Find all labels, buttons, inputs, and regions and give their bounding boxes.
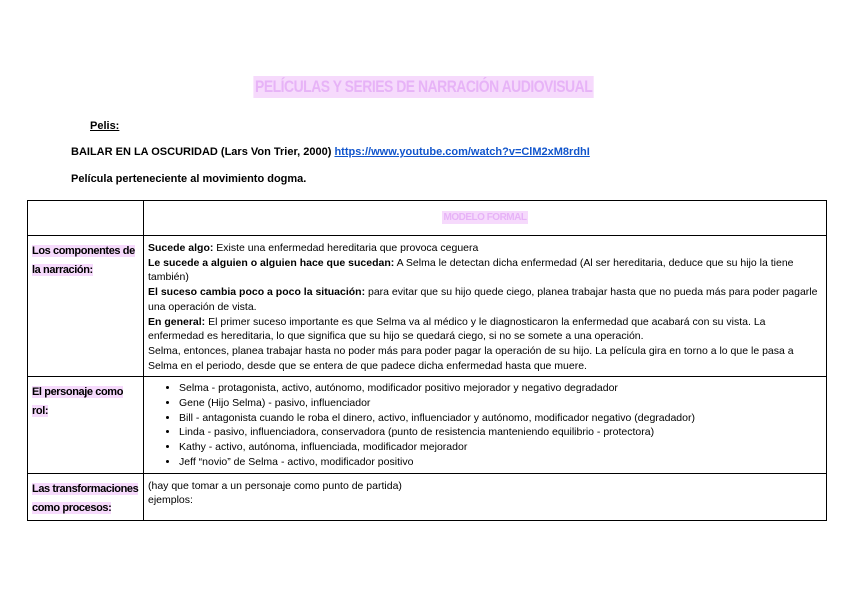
- film-note: Película perteneciente al movimiento dogma.: [71, 173, 307, 185]
- sucede-line: [148, 241, 822, 256]
- general-text: El primer suceso importante es que Selma va al médico y le diagnosticaron la enfermedad que acabará con su vista. La enfermedad es hereditaria, lo que significa que su hijo se quedará ciego, si no se somete a una operación.: [148, 315, 766, 343]
- transformations-line-2: ejemplos:: [148, 494, 193, 507]
- film-name: BAILAR EN LA OSCURIDAD (Lars Von Trier, 2000): [71, 146, 332, 158]
- characters-list: [148, 381, 822, 469]
- alguien-text: A Selma le detectan dicha enfermedad (Al ser hereditaria, deduce que su hijo la tiene también): [148, 256, 794, 284]
- header-text: MODELO FORMAL: [443, 212, 527, 224]
- general-line: [148, 315, 822, 344]
- suceso-line: [148, 285, 822, 314]
- sucede-text: Existe una enfermedad hereditaria que provoca ceguera: [213, 242, 479, 254]
- list-item: • Linda - pasivo, influenciadora, conservadora (punto de resistencia manteniendo equilibrio - protectora): [179, 425, 822, 440]
- document-title: [0, 76, 848, 98]
- row-label-cell: [28, 473, 144, 520]
- general-line-2: Selma, entonces, planea trabajar hasta no poder más para poder pagar la operación de su hijo. La película gira en torno a lo que le pasa a Selma en el periodo, desde que se entera de que padece dicha enfermedad hasta que muere.: [148, 344, 794, 372]
- list-item: • Jeff “novio” de Selma - activo, modificador positivo: [179, 455, 822, 470]
- empty-header-cell: [28, 201, 144, 236]
- row-label: Las transformaciones como procesos:: [32, 482, 139, 514]
- general-label: En general:: [148, 315, 206, 328]
- transformations-line-1: (hay que tomar a un personaje como punto de partida): [148, 479, 402, 492]
- alguien-label: Le sucede a alguien o alguien hace que sucedan:: [148, 256, 395, 269]
- header-cell: [144, 201, 827, 236]
- sucede-label: Sucede algo:: [148, 242, 214, 254]
- table-header-row: [28, 201, 827, 236]
- film-link[interactable]: https://www.youtube.com/watch?v=ClM2xM8rdhI: [334, 146, 590, 158]
- suceso-text: para evitar que su hijo quede ciego, planea trabajar hasta que no pueda más para poder pagarle una operación de vista.: [148, 286, 818, 313]
- characters-cell: [144, 377, 827, 473]
- suceso-label: El suceso cambia poco a poco la situación:: [148, 286, 366, 299]
- transformations-cell: [144, 473, 827, 520]
- table-row: [28, 473, 827, 520]
- list-item: • Bill - antagonista cuando le roba el dinero, activo, influenciador y autónomo, modificador negativo (degradador): [179, 411, 822, 426]
- table-row: [28, 236, 827, 377]
- section-label: Pelis:: [90, 120, 120, 132]
- list-item: • Selma - protagonista, activo, autónomo, modificador positivo mejorador y negativo degradador: [179, 381, 822, 396]
- film-line: [71, 146, 590, 158]
- list-item: • Gene (Hijo Selma) - pasivo, influenciador: [179, 396, 822, 411]
- row-label-cell: [28, 377, 144, 473]
- table-row: [28, 377, 827, 473]
- alguien-line: [148, 256, 822, 285]
- row-label: Los componentes de la narración:: [32, 245, 135, 276]
- row-label: El personaje como rol:: [32, 386, 124, 418]
- title-text: PELÍCULAS Y SERIES DE NARRACIÓN AUDIOVISUAL: [255, 77, 593, 96]
- formal-model-table: [27, 200, 827, 521]
- row-label-cell: [28, 236, 144, 377]
- list-item: • Kathy - activo, autónoma, influenciada, modificador mejorador: [179, 440, 822, 455]
- components-cell: [144, 236, 827, 377]
